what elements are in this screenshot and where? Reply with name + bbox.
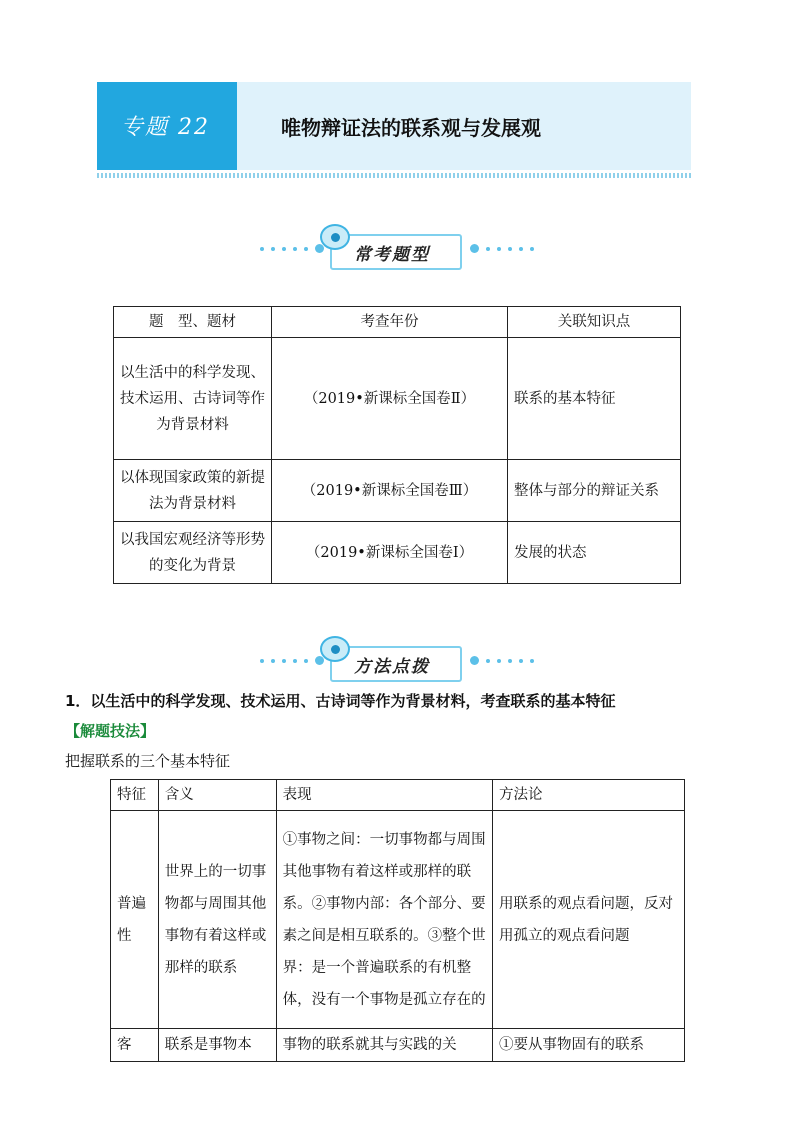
table-cell: 用联系的观点看问题，反对用孤立的观点看问题 <box>492 811 684 1029</box>
table-cell: 联系的基本特征 <box>508 338 681 460</box>
topic-title-box <box>237 82 691 170</box>
header-cell: 方法论 <box>492 780 684 811</box>
section-badge-common-types <box>252 224 542 268</box>
table-cell: （2019•新课标全国卷Ⅲ） <box>272 460 508 522</box>
topic-banner <box>97 82 691 170</box>
eye-icon <box>320 224 350 250</box>
question-type-table <box>113 306 681 584</box>
table-row <box>111 1029 685 1062</box>
section-title: 方法点拨 <box>354 657 430 677</box>
solution-tip-label: 【解题技法】 <box>65 722 156 740</box>
header-cell: 表现 <box>276 780 492 811</box>
method-heading: 1．以生活中的科学发现、技术运用、古诗词等作为背景材料，考查联系的基本特征 <box>65 692 616 710</box>
table-cell: （2019•新课标全国卷Ⅱ） <box>272 338 508 460</box>
table-cell: 客 <box>111 1029 159 1062</box>
eye-icon <box>320 636 350 662</box>
table-cell: 联系是事物本 <box>158 1029 276 1062</box>
table-cell: 以我国宏观经济等形势的变化为背景 <box>114 522 272 584</box>
section-pill <box>330 646 462 682</box>
section-pill <box>330 234 462 270</box>
header-cell: 关联知识点 <box>508 307 681 338</box>
topic-title: 唯物辩证法的联系观与发展观 <box>281 116 541 140</box>
table-cell: 整体与部分的辩证关系 <box>508 460 681 522</box>
table-cell: ①事物之间：一切事物都与周围其他事物有着这样或那样的联系。②事物内部：各个部分、要素之间是相互联系的。③整个世界：是一个普遍联系的有机整体，没有一个事物是孤立存在的 <box>276 811 492 1029</box>
header-cell: 题 型、题材 <box>114 307 272 338</box>
table-cell: 发展的状态 <box>508 522 681 584</box>
table-row <box>114 522 681 584</box>
decor-dots <box>260 244 324 253</box>
table-cell: 事物的联系就其与实践的关 <box>276 1029 492 1062</box>
table-cell: 以生活中的科学发现、技术运用、古诗词等作为背景材料 <box>114 338 272 460</box>
table-cell: 以体现国家政策的新提法为背景材料 <box>114 460 272 522</box>
table-row <box>111 811 685 1029</box>
method-intro: 把握联系的三个基本特征 <box>65 752 231 770</box>
table-cell: 世界上的一切事物都与周围其他事物有着这样或那样的联系 <box>158 811 276 1029</box>
header-cell: 特征 <box>111 780 159 811</box>
topic-tag-box <box>97 82 237 170</box>
header-cell: 考查年份 <box>272 307 508 338</box>
table-header-row <box>111 780 685 811</box>
banner-divider <box>97 173 691 178</box>
table-cell: ①要从事物固有的联系 <box>492 1029 684 1062</box>
section-title: 常考题型 <box>354 245 430 265</box>
table-row <box>114 460 681 522</box>
table-header-row <box>114 307 681 338</box>
decor-dots <box>470 244 534 253</box>
features-table <box>110 779 685 1062</box>
table-cell: （2019•新课标全国卷Ⅰ） <box>272 522 508 584</box>
table-row <box>114 338 681 460</box>
topic-tag: 专题 22 <box>121 115 210 140</box>
section-badge-method <box>252 636 542 680</box>
header-cell: 含义 <box>158 780 276 811</box>
decor-dots <box>260 656 324 665</box>
decor-dots <box>470 656 534 665</box>
table-cell: 普遍性 <box>111 811 159 1029</box>
